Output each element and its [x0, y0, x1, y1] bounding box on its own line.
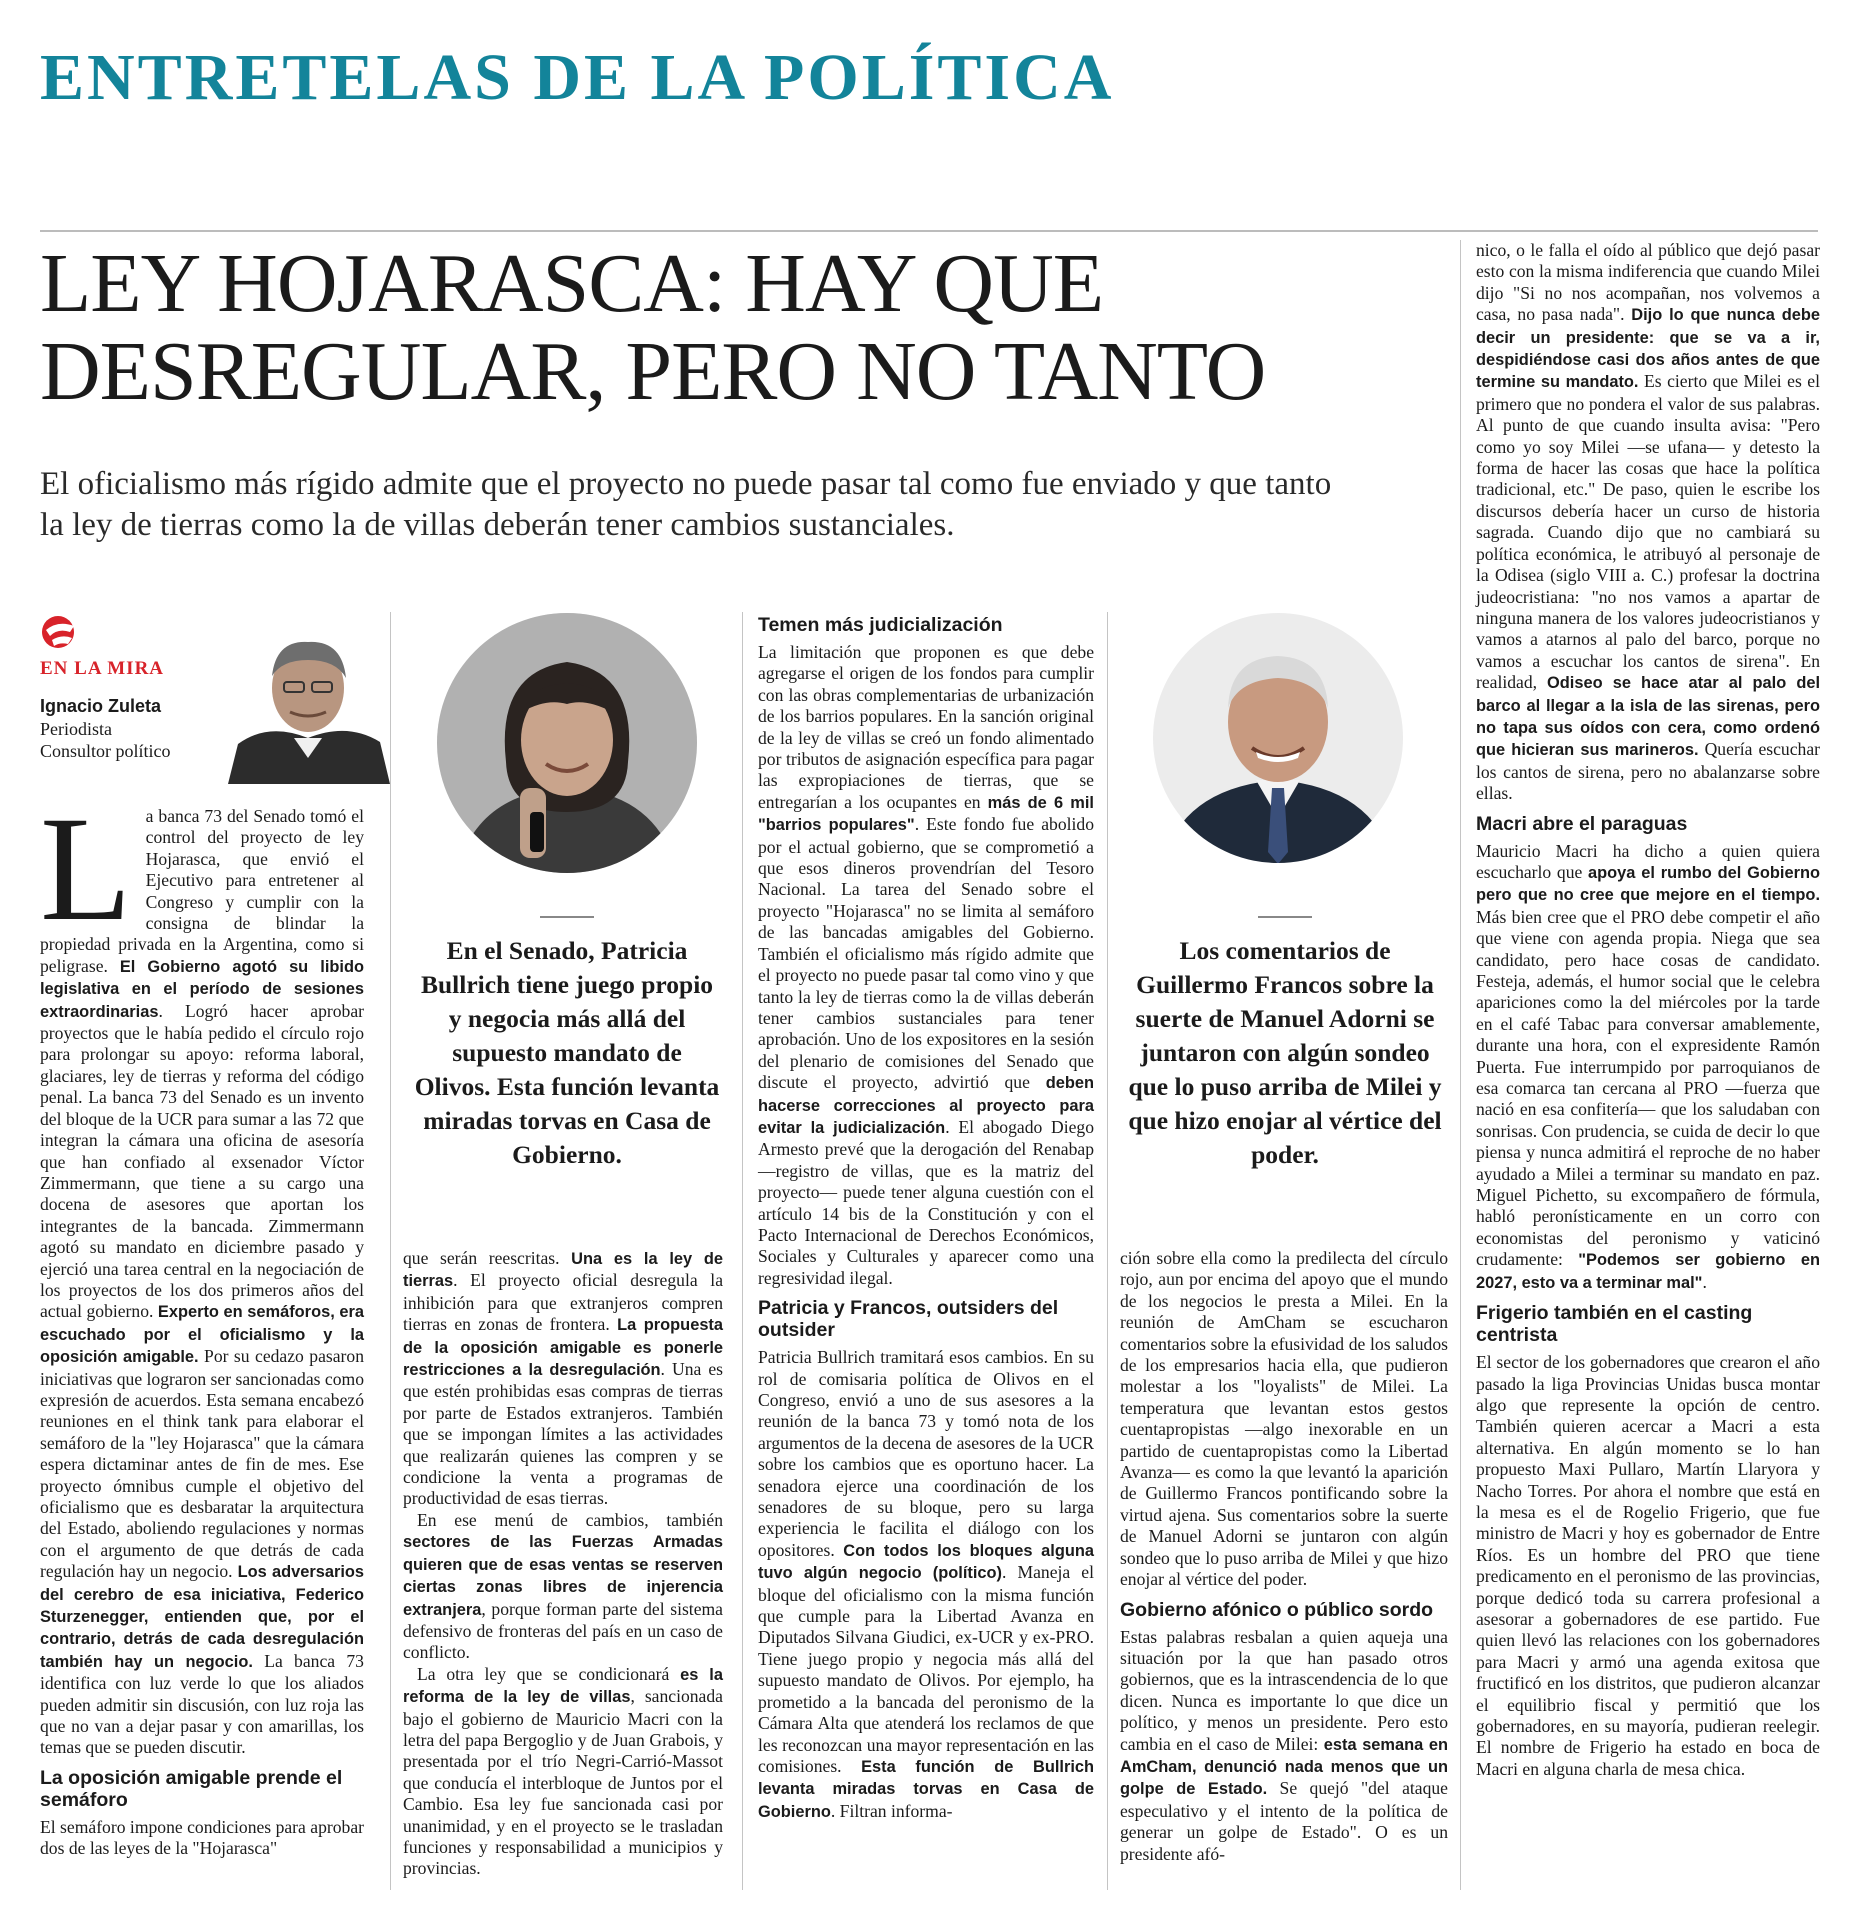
- author-role: Consultor político: [40, 741, 171, 761]
- columnist-block: [40, 612, 390, 782]
- top-divider: [40, 230, 1818, 232]
- column-tag: EN LA MIRA: [40, 658, 165, 679]
- quote-divider: [540, 916, 594, 918]
- column-divider: [742, 612, 743, 1890]
- article-column-2: que serán reescritas. Una es la ley de tierras. El proyecto oficial desregula la inhibición para que extranjeros compren tierras en zonas de frontera. La propuesta de la oposición amigable es ponerle restricciones a la desregulación. Una es que estén prohibidas esas compras de tierras por parte de Estados extranjeros. También que se impongan límites a las actividades que realizarán quienes las compren y se condicione la venta a programas de productividad de esas tierras. En ese menú de cambios, también sectores de las Fuerzas Armadas quieren que de esas ventas se reserven ciertas zonas libres de injerencia extranjera, porque forman parte del sistema defensivo de fronteras del país en un caso de conflicto. La otra ley que se condicionará es la reforma de la ley de villas, sancionada bajo el gobierno de Mauricio Macri con la letra del papa Bergoglio y de Juan Grabois, y presentada por el trío Negri-Carrió-Massot que conducía el interbloque de Juntos por el Cambio. Esa ley fue sancionada casi por unanimidad, y en el proyecto se le trasladan funciones y responsabilidad a municipios y provincias.: [403, 1248, 724, 1879]
- brand-logo-icon: [40, 612, 80, 650]
- article-column-5: nico, o le falla el oído al público que dejó pasar esto con la misma indiferencia que cuando Milei dijo "Si no nos acompañan, nos volvemos a casa, no pasa nada". Dijo lo que nunca debe decir un presidente: que se va a ir, despidiéndose casi dos años antes de que termine su mandato. Es cierto que Milei es el primero que no pondera el valor de sus palabras. Al punto de que cuando insulta avisa: "Pero como yo soy Milei —se ufana— y detesto la forma de hacer las cosas que hace la política tradicional, etc." De paso, quien le escribe los discursos debería hacer un curso de historia sagrada. Cuando dijo que no cambiará su política económica, le atribuyó al personaje de la Odisea (siglo VIII a. C.) profesar la doctrina judeocristiana: "no nos vamos a apartar de ninguna manera de los valores judeocristianos y vamos a atarnos al palo del barco, porque no vamos a escuchar los cantos de sirena". En realidad, Odiseo se hace atar al palo del barco al llegar a la isla de las sirenas, pero no tapa sus oídos con cera, como ordenó que hicieran sus marineros. Quería escuchar los cantos de sirena, pero no abalanzarse sobre ellas. Macri abre el paraguas Mauricio Macri ha dicho a quien quiera escucharlo que apoya el rumbo del Gobierno pero que no cree que mejore en el tiempo. Más bien cree que el PRO debe competir el año que viene con agenda propia. Niega que sea candidato, pero hace cosas de candidato. Festeja, además, el humor social que le celebra apariciones como la del miércoles por la tarde en el café Tabac para conversar amablemente, durante una hora, con el expresidente Ramón Puerta. Fue interrumpido por parroquianos de esa comarca tan cercana al PRO —fuerza que nació en esa confitería— que los saludaban con sonrisas. Con prudencia, se cuida de decir lo que piensa y nunca admitirá el reproche de no haber ayudado a Milei a terminar su mandato en paz. Miguel Pichetto, su excompañero de fórmula, habló peronísticamente en un corro con economistas del peronismo y vaticinó crudamente: "Podemos ser gobierno en 2027, esto va a terminar mal". Frigerio también en el casting centrista El sector de los gobernadores que crearon el año pasado la liga Provincias Unidas busca montar algo que represente la opción de centro. También quieren acercar a Macri a esta alternativa. En algún momento se lo han propuesto Maxi Pullaro, Martín Llaryora y Nacho Torres. Por ahora el nombre que está en la mesa es el de Rogelio Frigerio, que fue ministro de Macri y hoy es gobernador de Entre Ríos. Es un hombre del PRO que tiene predicamento en el peronismo de las provincias, porque dedicó toda su carrera profesional a asesorar a gobernadores de ese partido. Fue quien llevó las relaciones con los gobernadores para Macri y armó una agenda exitosa que fructificó en los distritos, que pudieron alcanzar el equilibrio fiscal y permitió que los gobernadores, en su mayoría, pudieran reelegir. El nombre de Frigerio ha estado en boca de Macri en alguna charla de mesa chica.: [1476, 240, 1821, 1779]
- column-divider: [1107, 612, 1108, 1890]
- pull-quote-text: Los comentarios de Guillermo Francos sobre la suerte de Manuel Adorni se juntaron con algún sondeo que lo puso arriba de Milei y que hizo enojar al vértice del poder.: [1128, 936, 1442, 1169]
- pull-quote-text: En el Senado, Patricia Bullrich tiene juego propio y negocia más allá del supuesto mandato de Olivos. Esta función levanta miradas torvas en Casa de Gobierno.: [414, 936, 720, 1169]
- section-heading: Patricia y Francos, outsiders del outsider: [758, 1297, 1059, 1342]
- section-heading: La oposición amigable prende el semáforo: [40, 1766, 343, 1811]
- headline: LEY HOJARASCA: HAY QUE DESREGULAR, PERO NO TANTO: [40, 237, 1266, 418]
- article-column-3: Temen más judicialización La limitación que proponen es que debe agregarse el origen de los fondos para cumplir con las obras complementarias de urbanización de los barrios populares. En la sanción original de la ley de villas se creó un fondo alimentado por tributos de asignación específica para pagar las expropiaciones de tierras, que se entregarían a los ocupantes en más de 6 mil "barrios populares". Este fondo fue abolido por el actual gobierno, que se comprometió a que esos dineros provendrían del Tesoro Nacional. La tarea del Senado sobre el proyecto "Hojarasca" no se limita al semáforo de las bancadas amigables del Gobierno. También el oficialismo más rígido admite que el proyecto no puede pasar tal como vino y que tanto la ley de tierras como la de villas deberán tener cambios sustanciales para tener aprobación. Uno de los expositores en la sesión del plenario de comisiones del Senado que discute el proyecto, advirtió que deben hacerse correcciones al proyecto para evitar la judicialización. El abogado Diego Armesto prevé que la derogación del Renabap —registro de villas, que es la matriz del proyecto— puede tener alguna cuestión con el artículo 14 bis de la Constitución y con el Pacto Internacional de Derechos Económicos, Sociales y Culturales y aparecer como una regresividad ilegal. Patricia y Francos, outsiders del outsider Patricia Bullrich tramitará esos cambios. En su rol de comisaria política de Olivos en el Congreso, envió a uno de sus asesores a la reunión de la banca 73 y tomó nota de los argumentos de la decena de asesores de la UCR sobre los cambios que es oportuno hacer. La senadora ejerce una coordinación de los senadores de su bloque, pero su larga experiencia le facilita el diálogo con los opositores. Con todos los bloques alguna tuvo algún negocio (político). Maneja el bloque del oficialismo con la misma función que cumple para la Libertad Avanza en Diputados Silvana Giudici, ex-UCR y ex-PRO. Tiene juego propio y negocia más allá del supuesto mandato de Olivos. Por ejemplo, ha prometido a la bancada del peronismo de la Cámara Alta que atenderá los reclamos de que les reconozcan una mayor representación en las comisiones. Esta función de Bullrich levanta miradas torvas en Casa de Gobierno. Filtran informa-: [758, 614, 1095, 1821]
- article-column-1: La banca 73 del Senado tomó el control del proyecto de ley Hojarasca, que envió el Ejecutivo para entretener al Congreso y cumplir con la consigna de blindar la propiedad privada en la Argentina, como si peligrase. El Gobierno agotó su libido legislativa en el período de sesiones extraordinarias. Logró hacer aprobar proyectos que le había pedido el círculo rojo para prolongar su apoyo: reforma laboral, glaciares, ley de tierras y reforma del código penal. La banca 73 del Senado es un invento del bloque de la UCR para sumar a las 72 que integran la cámara una oficina de asesoría que han confiado al exsenador Víctor Zimmermann, que tiene a su cargo una docena de asesores que aportan los integrantes de la bancada. Zimmermann agotó su mandato en diciembre pasado y ejerció una tarea central en la negociación de los proyectos de los dos primeros años del actual gobierno. Experto en semáforos, era escuchado por el oficialismo y la oposición amigable. Por su cedazo pasaron iniciativas que lograron ser sancionadas como expresión de acuerdos. Esta semana encabezó reuniones en el think tank para elaborar el semáforo de la "ley Hojarasca" que la cámara espera dictaminar antes de fin de mes. Ese proyecto ómnibus cumple el objetivo del oficialismo que es desbaratar la arquitectura del Estado, aboliendo regulaciones y normas con el argumento de que detrás de cada regulación hay un negocio. Los adversarios del cerebro de esa iniciativa, Federico Sturzenegger, entienden que, por el contrario, detrás de cada desregulación también hay un negocio. La banca 73 identifica con luz verde lo que los aliados pueden admitir sin discusión, con luz roja las que no van a dejar pasar y con amarillas, los temas que se pueden discutir. La oposición amigable prende el semáforo El semáforo impone condiciones para aprobar dos de las leyes de la "Hojarasca": [40, 786, 364, 1859]
- author-name: Ignacio Zuleta: [40, 696, 162, 716]
- photo-francos: [1152, 612, 1404, 864]
- author-photo: [228, 626, 390, 784]
- subheadline: El oficialismo más rígido admite que el proyecto no puede pasar tal como fue enviado y que tanto la ley de tierras como la de villas deberán tener cambios sustanciales.: [40, 466, 1332, 543]
- pull-quote-francos: [1124, 916, 1446, 1172]
- section-heading: Macri abre el paraguas: [1476, 812, 1688, 835]
- section-heading: Frigerio también en el casting centrista: [1476, 1302, 1753, 1347]
- quote-divider: [1258, 916, 1312, 918]
- section-heading: Temen más judicialización: [758, 614, 1003, 636]
- section-heading: Gobierno afónico o público sordo: [1120, 1598, 1434, 1621]
- drop-cap: L: [40, 786, 132, 952]
- pull-quote-bullrich: [412, 916, 722, 1172]
- author-role: Periodista: [40, 719, 112, 739]
- article-column-4: ción sobre ella como la predilecta del círculo rojo, aun por encima del apoyo que el mundo de los negocios le presta a Milei. En la reunión de AmCham se escucharon comentarios sobre la efusividad de los saludos de los empresarios hacia ella, que pudieron molestar a los "loyalists" de Milei. La temperatura que levantan estos gestos cuentapropistas —algo inexorable en un partido de cuentapropistas como la Libertad Avanza— es como la que levantó la aparición de Guillermo Francos pontificando sobre la virtud ajena. Sus comentarios sobre la suerte de Manuel Adorni se juntaron con algún sondeo que lo puso arriba de Milei y que hizo enojar al vértice del poder. Gobierno afónico o público sordo Estas palabras resbalan a quien aqueja una situación por la que han pasado otros gobiernos, que es la intrascendencia de lo que dicen. Nunca es importante lo que dice un político, y menos un presidente. Pero esto cambia en el caso de Milei: esta semana en AmCham, denunció nada menos que un golpe de Estado. Se quejó "del ataque especulativo y el intento de la política de generar un golpe de Estado". O es un presidente afó-: [1120, 1248, 1448, 1864]
- photo-bullrich: [436, 612, 698, 874]
- column-divider: [1460, 240, 1461, 1890]
- section-kicker: ENTRETELAS DE LA POLÍTICA: [40, 41, 1115, 114]
- column-divider: [390, 612, 391, 1890]
